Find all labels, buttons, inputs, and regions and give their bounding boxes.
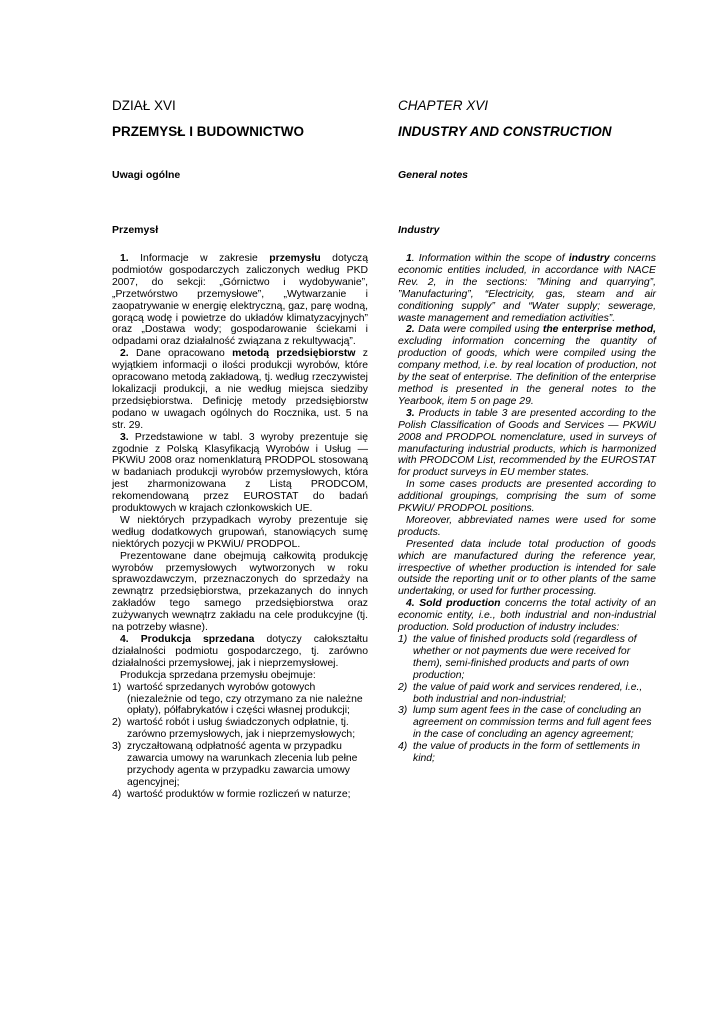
list-number: 2) — [398, 681, 408, 693]
paragraph-3 — [112, 432, 368, 515]
paragraph-number: 3. — [120, 431, 129, 443]
list-number: 1) — [112, 681, 122, 693]
paragraph-3d: Presented data include total production of goods which are manufactured during the reference year, irrespective of whether production is intended for sale outside the reporting unit or to other plants of the same undertaking, or used for further processing. — [398, 538, 656, 598]
paragraph-3 — [398, 408, 656, 479]
paragraph-number: 1 — [406, 253, 412, 264]
list-item — [112, 717, 368, 741]
list-text: zryczałtowaną odpłatność agenta w przypadku zawarcia umowy na warunkach zlecenia lub pełne przychody agenta w przypadku zawarcia umowy agencyjnej; — [127, 741, 358, 788]
list-text: the value of finished products sold (regardless of whether or not payments due were received for them), semi-finished products and parts of own production; — [413, 634, 637, 681]
list-text: wartość robót i usług świadczonych odpłatnie, tj. zarówno przemysłowych, jak i nieprzemysłowych; — [127, 717, 356, 741]
list-number: 2) — [112, 717, 122, 729]
bold-term: Produkcja sprzedana — [140, 634, 255, 645]
list-item — [398, 741, 656, 765]
paragraph-2 — [398, 324, 656, 407]
text: dotyczą podmiotów gospodarczych zaliczonych według PKD 2007, do sekcji: „Górnictwo i wydobywanie”, „Przetwórstwo przemysłowe”, „Wytwarzanie i zaopatrywanie w energię elektryczną, gaz, parę wodną, gorącą wodę i powietrze do układów klimatyzacyjnych” oraz „Dostawa wody; gospodarowanie ściekami i odpadami oraz działalność związana z rekultywacją”. — [112, 253, 368, 348]
paragraph-2 — [112, 348, 368, 431]
chapter-label: CHAPTER XVI — [398, 98, 489, 113]
list-number: 3) — [398, 705, 408, 717]
list-text: the value of paid work and services rendered, i.e., both industrial and non-industrial; — [413, 681, 643, 705]
text — [129, 634, 141, 645]
list-item — [112, 741, 368, 789]
english-body — [398, 253, 656, 765]
bold-term: przemysłu — [269, 253, 321, 264]
section-heading: Industry — [398, 224, 440, 236]
paragraph-number: 1. — [120, 253, 129, 264]
polish-body — [112, 253, 368, 801]
list-number: 4) — [112, 788, 122, 800]
bold-term: the enterprise method, — [542, 324, 657, 336]
bold-term: industry — [568, 253, 610, 264]
text: concerns the total activity of an economic entity, i.e., both industrial and non-industrial production. Sold production of industry includes: — [398, 598, 657, 634]
list-number: 4) — [398, 741, 408, 753]
text: Data were compiled using — [414, 324, 543, 336]
paragraph-4 — [398, 598, 656, 634]
chapter-label: DZIAŁ XVI — [112, 98, 176, 113]
text: concerns economic entities included, in accordance with NACE Rev. 2, in the sections: ”Mining and quarrying”, ”Manufacturing”, “Electricity, gas, steam and air conditioning supply” and “Water supply; sewerage, waste management and remediation activities”. — [398, 253, 656, 324]
sold-production-list — [398, 634, 656, 765]
paragraph-4 — [112, 634, 368, 670]
notes-heading: General notes — [398, 169, 469, 181]
section-heading: Przemysł — [112, 224, 159, 236]
text: . Information within the scope of — [411, 253, 569, 264]
text: Informacje w zakresie — [128, 253, 270, 264]
paragraph-number: 3. — [406, 407, 415, 419]
paragraph-1 — [112, 253, 368, 348]
text: excluding information concerning the quantity of production of goods, which were compiled using the company method, i.e. by real location of production, not by the seat of enterprise. The definition of the enterprise method is presented in the general notes to the Yearbook, item 5 on page 29. — [398, 336, 656, 407]
list-item — [398, 682, 656, 706]
list-item — [112, 682, 368, 718]
paragraph-number: 2. — [406, 324, 415, 336]
list-item — [112, 789, 368, 801]
paragraph-number: 4. — [120, 634, 129, 645]
paragraph-number: 2. — [120, 348, 129, 360]
bold-term: Sold production — [419, 598, 501, 610]
list-number: 3) — [112, 741, 122, 753]
text: dotyczy całokształtu działalności podmiotu gospodarczego, tj. zarówno działalności przemysłowej, jak i nieprzemysłowej. — [112, 634, 368, 669]
list-text: wartość produktów w formie rozliczeń w naturze; — [127, 788, 351, 800]
list-text: the value of products in the form of settlements in kind; — [413, 741, 640, 765]
paragraph-3b: In some cases products are presented according to additional groupings, comprising the sum of some PKWiU/ PRODPOL positions. — [398, 479, 656, 515]
paragraph-3b: W niektórych przypadkach wyroby prezentuje się według dodatkowych grupowań, stanowiących sumę niektórych pozycji w PKWiU/ PRODPOL. — [112, 514, 368, 550]
list-item — [398, 634, 656, 682]
notes-heading: Uwagi ogólne — [112, 169, 181, 181]
paragraph-3c: Moreover, abbreviated names were used for some products. — [398, 514, 656, 538]
text: z wyjątkiem informacji o ilości produkcji wyrobów, które opracowano metodą zakładową, tj. według rzeczywistej lokalizacji produkcji, a nie według miejsca siedziby przedsiębiorstwa. Definicję metody przedsiębiorstw podano w uwagach ogólnych do Rocznika, ust. 5 na str. 29. — [112, 348, 368, 431]
paragraph-3c: Prezentowane dane obejmują całkowitą produkcję wyrobów przemysłowych wytworzonych w roku sprawozdawczym, przeznaczonych do sprzedaży na zewnątrz przedsiębiorstwa, przekazanych do innych zakładów tego samego przedsiębiorstwa oraz zużywanych wewnątrz zakładu na cele produkcyjne (tj. na potrzeby własne). — [112, 550, 368, 634]
list-number: 1) — [398, 634, 408, 645]
list-item — [398, 705, 656, 741]
list-text: wartość sprzedanych wyrobów gotowych (niezależnie od tego, czy otrzymano za nie należne opłaty), półfabrykatów i części własnej produkcji; — [127, 681, 363, 717]
bold-term: metodą przedsiębiorstw — [232, 348, 356, 360]
text: Dane opracowano — [128, 348, 233, 360]
text: Products in table 3 are presented according to the Polish Classification of Goods and Services — PKWiU 2008 and PRODPOL nomenclature, used in surveys of manufacturing industrial products, which is harmonized with PRODCOM List, recommended by the EUROSTAT for product surveys in EU member states. — [398, 407, 656, 479]
text: Przedstawione w tabl. 3 wyroby prezentuje się zgodnie z Polską Klasyfikacją Wyrobów i Usług — PKWiU 2008 oraz nomenklaturą PRODPOL stosowaną w badaniach produkcji wyrobów przemysłowych, która jest zharmonizowana z Listą PRODCOM, rekomendowaną przez EUROSTAT do badań produktowych w krajach członkowskich UE. — [112, 431, 368, 515]
sold-production-list — [112, 682, 368, 801]
paragraph-4b: Produkcja sprzedana przemysłu obejmuje: — [120, 669, 316, 681]
paragraph-number: 4. — [406, 598, 415, 610]
chapter-title: INDUSTRY AND CONSTRUCTION — [398, 124, 612, 139]
chapter-title: PRZEMYSŁ I BUDOWNICTWO — [112, 124, 304, 139]
paragraph-1 — [398, 253, 656, 324]
list-text: lump sum agent fees in the case of concluding an agreement on commission terms and full agent fees in the case of concluding an agency agreement; — [413, 705, 652, 741]
